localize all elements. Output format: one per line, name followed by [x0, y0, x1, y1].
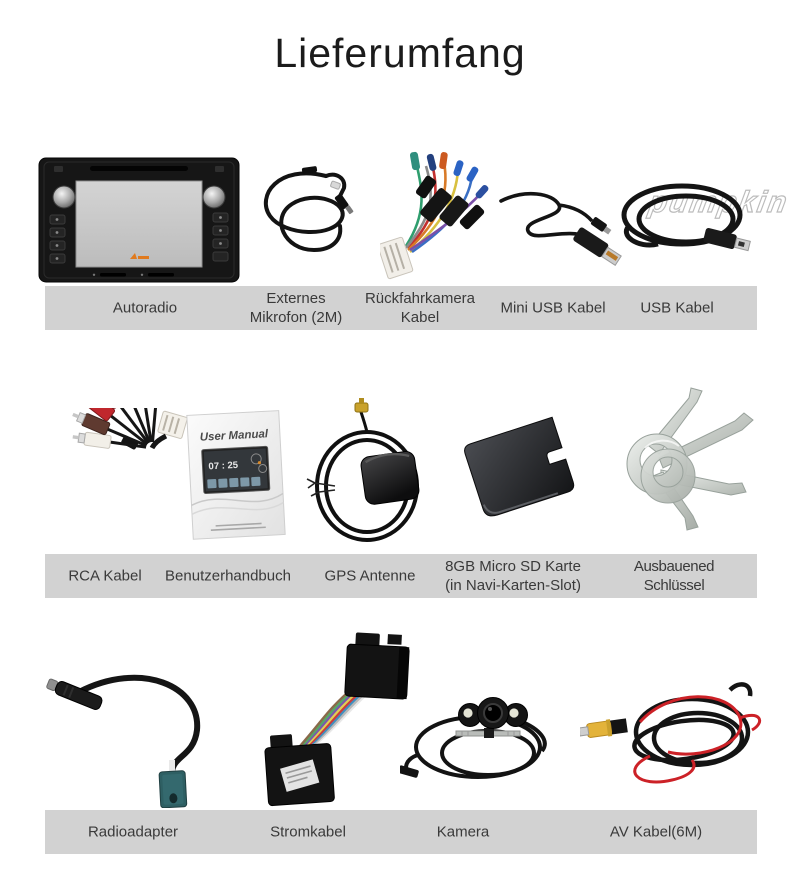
camera-lens [484, 704, 502, 722]
mini-usb-cable [501, 194, 587, 237]
label-ausbau-schluessel: Ausbauened Schlüssel [633, 558, 715, 594]
rueckfahrkamera-kabel-photo [380, 148, 502, 288]
gps-sma-connector [355, 398, 368, 412]
sd-card [463, 417, 576, 518]
label-externes-mikrofon: Externes Mikrofon (2M) [249, 290, 343, 326]
radioadapter-photo [45, 648, 230, 808]
camera-screw-bar [456, 728, 520, 738]
manual-clock: 07 : 25 [208, 459, 239, 473]
radio-cd-slot [90, 166, 188, 171]
camera-head [459, 698, 528, 729]
radio-knob-right [203, 186, 225, 208]
radio-screen [76, 181, 202, 267]
page-title: Lieferumfang [274, 30, 526, 76]
gps-antenna-puck [360, 450, 420, 505]
key-heads [627, 434, 695, 503]
label-rca-kabel: RCA Kabel [68, 567, 142, 585]
iso-block-bottom [264, 731, 335, 805]
kamera-photo [400, 655, 575, 795]
av-kabel-photo [580, 660, 775, 805]
key-blades [649, 388, 753, 530]
autoradio-photo [38, 157, 240, 283]
brand-watermark: pumpkin [646, 186, 792, 219]
radio-knob-left [53, 186, 75, 208]
label-mini-usb-kabel: Mini USB Kabel [500, 299, 606, 317]
label-band-row2 [45, 554, 757, 598]
label-radioadapter: Radioadapter [87, 823, 179, 841]
camera-plug [400, 765, 419, 778]
label-stromkabel: Stromkabel [270, 823, 346, 841]
label-autoradio: Autoradio [112, 299, 178, 317]
externes-mikrofon-photo [248, 162, 368, 272]
label-rueckfahrkamera-kabel: Rückfahrkamera Kabel [364, 290, 476, 326]
micro-sd-karte-photo [450, 405, 595, 530]
adapter-cable [79, 678, 197, 772]
gps-antenne-photo [305, 398, 435, 548]
label-kamera: Kamera [436, 823, 490, 841]
label-benutzerhandbuch: Benutzerhandbuch [165, 567, 291, 585]
label-av-kabel: AV Kabel(6M) [609, 823, 703, 841]
label-band-row3 [45, 810, 757, 854]
camera-cable-coil [406, 717, 545, 777]
label-micro-sd-karte: 8GB Micro SD Karte (in Navi-Karten-Slot) [445, 558, 581, 594]
adapter-din-connector [45, 677, 103, 711]
label-gps-antenne: GPS Antenne [324, 567, 416, 585]
gps-bare-wires [307, 479, 335, 496]
manual-title: User Manual [199, 428, 269, 444]
rca-kabel-photo [40, 408, 190, 543]
benutzerhandbuch-photo [183, 408, 288, 543]
adapter-fakra-connector [159, 771, 187, 808]
camera-led-right [509, 708, 518, 717]
av-rca-connector [580, 717, 628, 741]
ausbau-schluessel-photo [605, 382, 765, 537]
camera-led-left [463, 708, 472, 717]
label-band-row1 [45, 286, 757, 330]
usb-kabel-photo [610, 175, 768, 267]
label-usb-kabel: USB Kabel [640, 299, 714, 317]
